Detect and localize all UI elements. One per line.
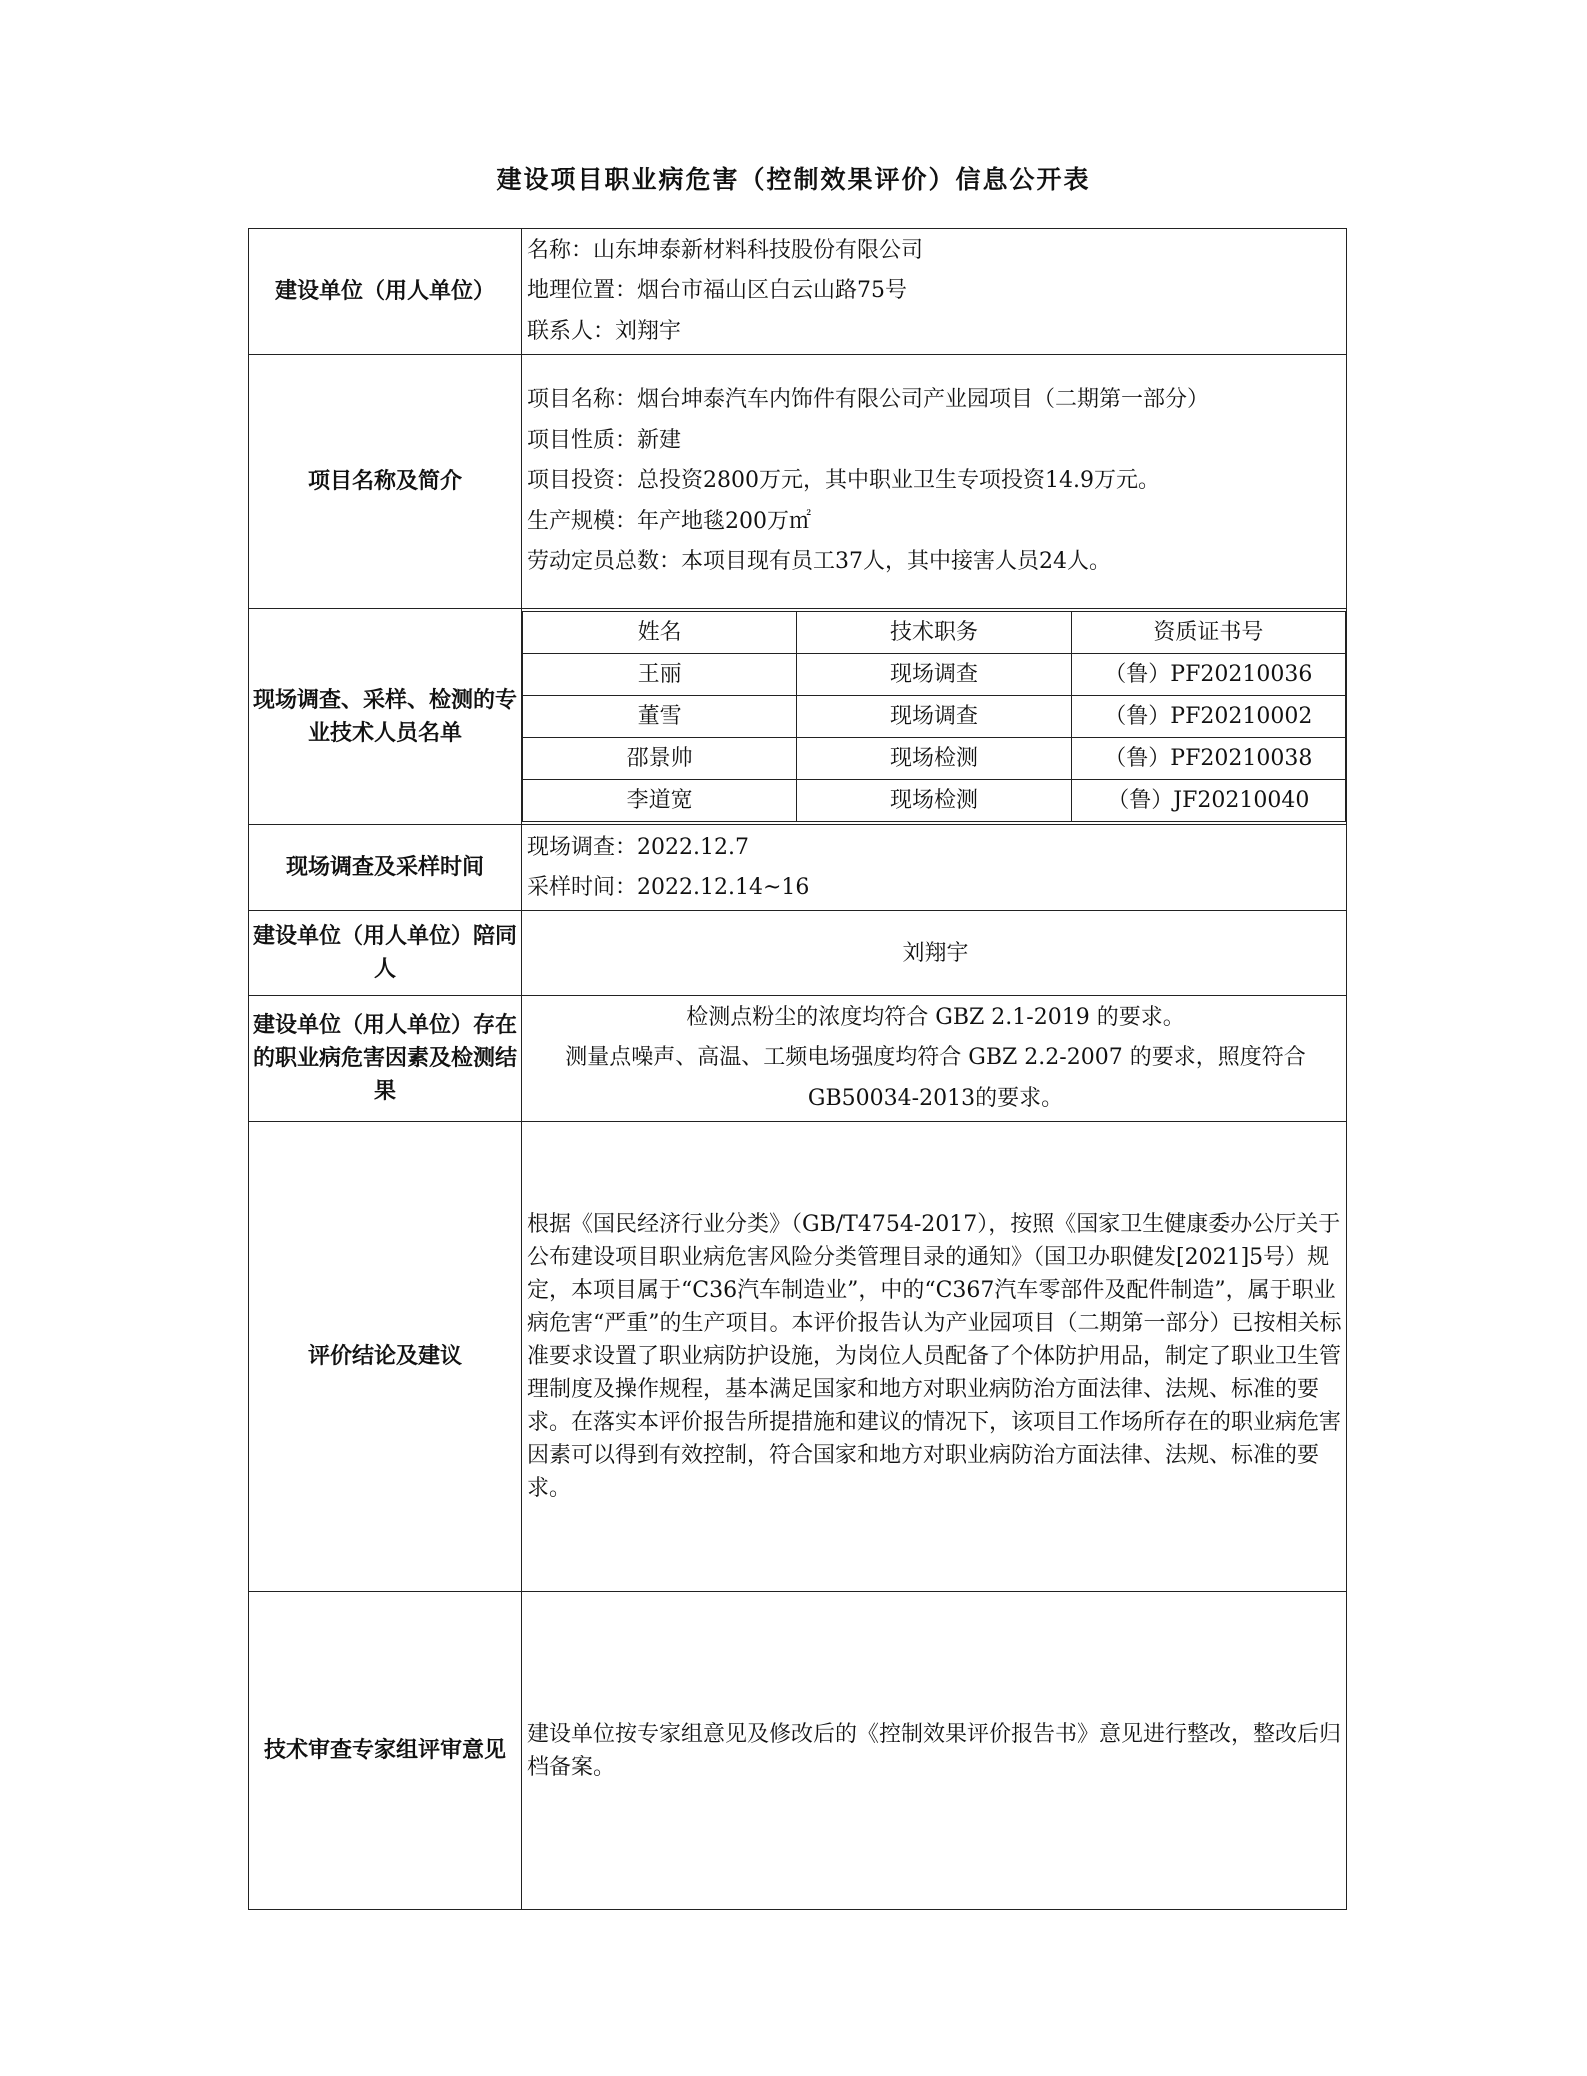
project-label: 项目名称及简介: [249, 355, 522, 609]
header-title: 技术职务: [797, 612, 1071, 654]
table-row: [523, 654, 1346, 696]
project-investment: 项目投资：总投资2800万元，其中职业卫生专项投资14.9万元。: [527, 468, 1160, 494]
project-nature: 项目性质：新建: [527, 427, 682, 453]
technician-name: 王丽: [523, 654, 797, 696]
unit-row: [249, 229, 1347, 355]
table-row: [523, 738, 1346, 780]
unit-label: 建设单位（用人单位）: [249, 229, 522, 355]
project-name: 项目名称：烟台坤泰汽车内饰件有限公司产业园项目（二期第一部分）: [527, 387, 1210, 413]
conclusion-text: 根据《国民经济行业分类》（GB/T4754-2017），按照《国家卫生健康委办公厅关于公布建设项目职业病危害风险分类管理目录的通知》（国卫办职健发[2021]5号）规定，本项目属于“C36汽车制造业”，中的“C367汽车零部件及配件制造”，属于职业病危害“严重”的生产项目。本评价报告认为产业园项目（二期第一部分）已按相关标准要求设置了职业病防护设施，为岗位人员配备了个体防护用品，制定了职业卫生管理制度及操作规程，基本满足国家和地方对职业病防治方面法律、法规、标准的要求。在落实本评价报告所提措施和建议的情况下，该项目工作场所存在的职业病危害因素可以得到有效控制，符合国家和地方对职业病防治方面法律、法规、标准的要求。: [522, 1122, 1347, 1592]
technician-title: 现场调查: [797, 696, 1071, 738]
physical-result: 测量点噪声、高温、工频电场强度均符合 GBZ 2.2-2007 的要求，照度符合GB50034-2013的要求。: [565, 1045, 1306, 1111]
unit-name: 名称：山东坤泰新材料科技股份有限公司: [527, 237, 924, 263]
escort-name: 刘翔宇: [522, 911, 1347, 996]
survey-time-content: [522, 825, 1347, 911]
technician-title: 现场调查: [797, 654, 1071, 696]
technician-name: 李道宽: [523, 780, 797, 822]
survey-time-label: 现场调查及采样时间: [249, 825, 522, 911]
technician-certificate: （鲁）PF20210036: [1071, 654, 1345, 696]
technicians-header-row: [523, 612, 1346, 654]
technician-name: 董雪: [523, 696, 797, 738]
review-row: [249, 1592, 1347, 1910]
hazards-label: 建设单位（用人单位）存在的职业病危害因素及检测结果: [249, 996, 522, 1122]
technician-certificate: （鲁）PF20210038: [1071, 738, 1345, 780]
unit-content: [522, 229, 1347, 355]
survey-time-row: [249, 825, 1347, 911]
conclusion-label: 评价结论及建议: [249, 1122, 522, 1592]
project-scale: 生产规模：年产地毯200万㎡: [527, 508, 811, 534]
hazards-row: [249, 996, 1347, 1122]
technician-title: 现场检测: [797, 780, 1071, 822]
technicians-label: 现场调查、采样、检测的专业技术人员名单: [249, 609, 522, 825]
project-content: [522, 355, 1347, 609]
escort-label: 建设单位（用人单位）陪同人: [249, 911, 522, 996]
technician-name: 邵景帅: [523, 738, 797, 780]
escort-row: [249, 911, 1347, 996]
info-table: [248, 228, 1347, 1910]
review-text: 建设单位按专家组意见及修改后的《控制效果评价报告书》意见进行整改，整改后归档备案。: [522, 1592, 1347, 1910]
technicians-table: [522, 611, 1346, 822]
review-label: 技术审查专家组评审意见: [249, 1592, 522, 1910]
unit-contact: 联系人：刘翔宇: [527, 318, 682, 344]
technicians-row: [249, 609, 1347, 825]
technician-certificate: （鲁）PF20210002: [1071, 696, 1345, 738]
table-row: [523, 696, 1346, 738]
page-title: 建设项目职业病危害（控制效果评价）信息公开表: [496, 165, 1091, 194]
header-name: 姓名: [523, 612, 797, 654]
table-row: [523, 780, 1346, 822]
sampling-date: 采样时间：2022.12.14~16: [527, 874, 810, 900]
technician-certificate: （鲁）JF20210040: [1071, 780, 1345, 822]
technician-title: 现场检测: [797, 738, 1071, 780]
hazards-content: [522, 996, 1347, 1122]
survey-date: 现场调查：2022.12.7: [527, 834, 749, 860]
header-certificate: 资质证书号: [1071, 612, 1345, 654]
unit-location: 地理位置：烟台市福山区白云山路75号: [527, 278, 907, 304]
project-row: [249, 355, 1347, 609]
conclusion-row: [249, 1122, 1347, 1592]
dust-result: 检测点粉尘的浓度均符合 GBZ 2.1-2019 的要求。: [686, 1004, 1185, 1030]
technicians-content: [522, 609, 1347, 825]
project-staff: 劳动定员总数：本项目现有员工37人，其中接害人员24人。: [527, 549, 1111, 575]
